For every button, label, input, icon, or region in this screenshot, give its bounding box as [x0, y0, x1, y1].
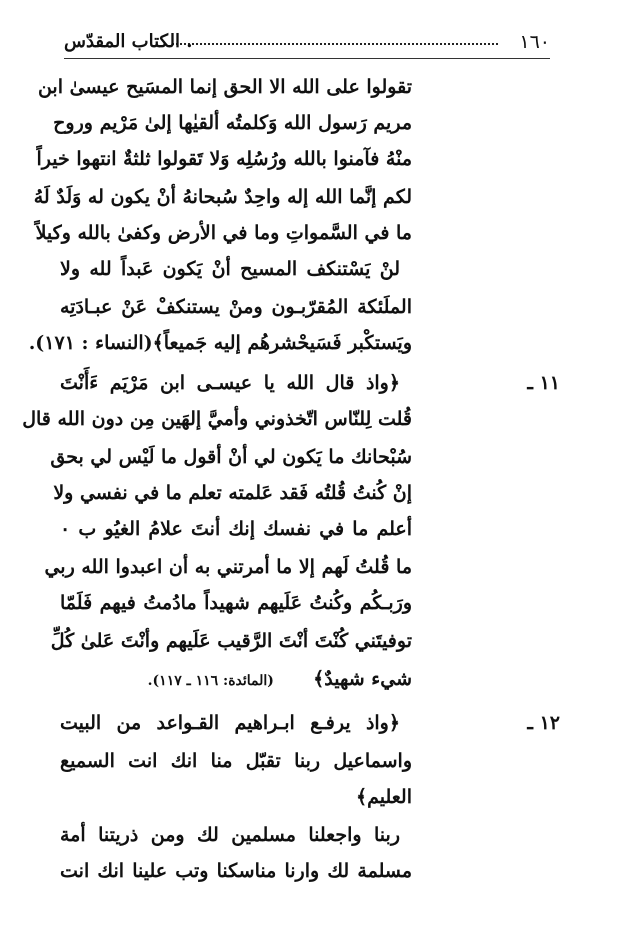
- text-line: أعلم ما في نفسك إنك أنتَ علامُ الغيُو ب ٠: [60, 518, 412, 540]
- text-line: ما في السَّمواتِ وما في الأرض وكفىٰ بالله وكيلاً: [35, 222, 412, 244]
- text-line: ويَستكْبر فَسَيحْشرهُم إليه جَميعاً﴾(النساء : ١٧١).: [28, 332, 412, 354]
- running-title: . الكتاب المقدّس: [64, 31, 193, 52]
- text-line: مريم رَسول الله وَكلمتُه ألقيٰها إلىٰ مَرْيم وروح: [53, 112, 412, 134]
- text-line: الملَئكة المُقرّبـون ومنْ يستنكفْ عَنْ عبـادَتِه: [60, 296, 412, 318]
- text-line: منْهُ فآمنوا بالله ورُسُلِه وَلا تَقولوا ثلثةٌ انتهوا خيراً: [36, 148, 412, 170]
- text-line: مسلمة لك وارنا مناسكنا وتب علينا انك انت: [60, 860, 412, 882]
- verse-number-12: ١٢ ـ: [527, 712, 560, 734]
- verse-number-11: ١١ ـ: [527, 372, 560, 394]
- text-line: سُبْحانك ما يَكون لي أنْ أقول ما لَيْس لي بحق: [50, 446, 412, 468]
- text-line: ما قُلتُ لَهم إلا ما أمرتني به أن اعبدوا الله ربي: [44, 556, 412, 578]
- verse-11-reference: (المائدة: ١١٦ ـ ١١٧).: [147, 673, 274, 689]
- verse-11-closing: شيء شهيدٌ﴾: [313, 668, 412, 690]
- text-line: ﴿واذ قال الله يا عيسـى ابن مَرْيَم ءَأَنْتَ: [60, 372, 400, 394]
- text-line: توفيتَني كُنْتَ أنْتَ الرَّقيب عَلَيهم وأنْتَ عَلىٰ كُلِّ: [50, 630, 412, 652]
- page-number: ١٦٠: [519, 31, 550, 53]
- text-line: إنْ كُنتُ قُلتُه فَقد عَلمته تعلم ما في نفسي ولا: [53, 482, 412, 504]
- text-line: لكم إنَّما الله إله واحِدٌ سُبحانهُ أنْ يكون له وَلَدٌ لَهُ: [33, 186, 412, 208]
- page-header: [64, 30, 550, 54]
- text-line: [60, 662, 412, 696]
- text-line: لنْ يَسْتنكف المسيح أنْ يَكون عَبداً لله ولا: [60, 258, 400, 280]
- text-line: ربنا واجعلنا مسلمين لك ومن ذريتنا أمة: [60, 824, 400, 846]
- header-dotted-leader: [172, 43, 498, 45]
- text-line: واسماعيل ربنا تقبّل منا انك انت السميع: [60, 750, 412, 772]
- text-line: ورَبـكُم وكُنتُ عَلَيهم شهيداً مادُمتُ فيهم فَلَمّا: [60, 592, 412, 614]
- header-rule: [64, 58, 550, 59]
- text-line: ﴿واذ يرفـع ابـراهيم القـواعد من البيت: [60, 712, 400, 734]
- text-line: العليم﴾: [355, 786, 412, 808]
- text-line: تقولوا على الله الا الحق إنما المسَيح عيسىٰ ابن: [37, 76, 412, 98]
- text-line: قُلت لِلنّاس اتّخذوني وأميَّ إلهَين مِن دون الله قال: [22, 408, 412, 430]
